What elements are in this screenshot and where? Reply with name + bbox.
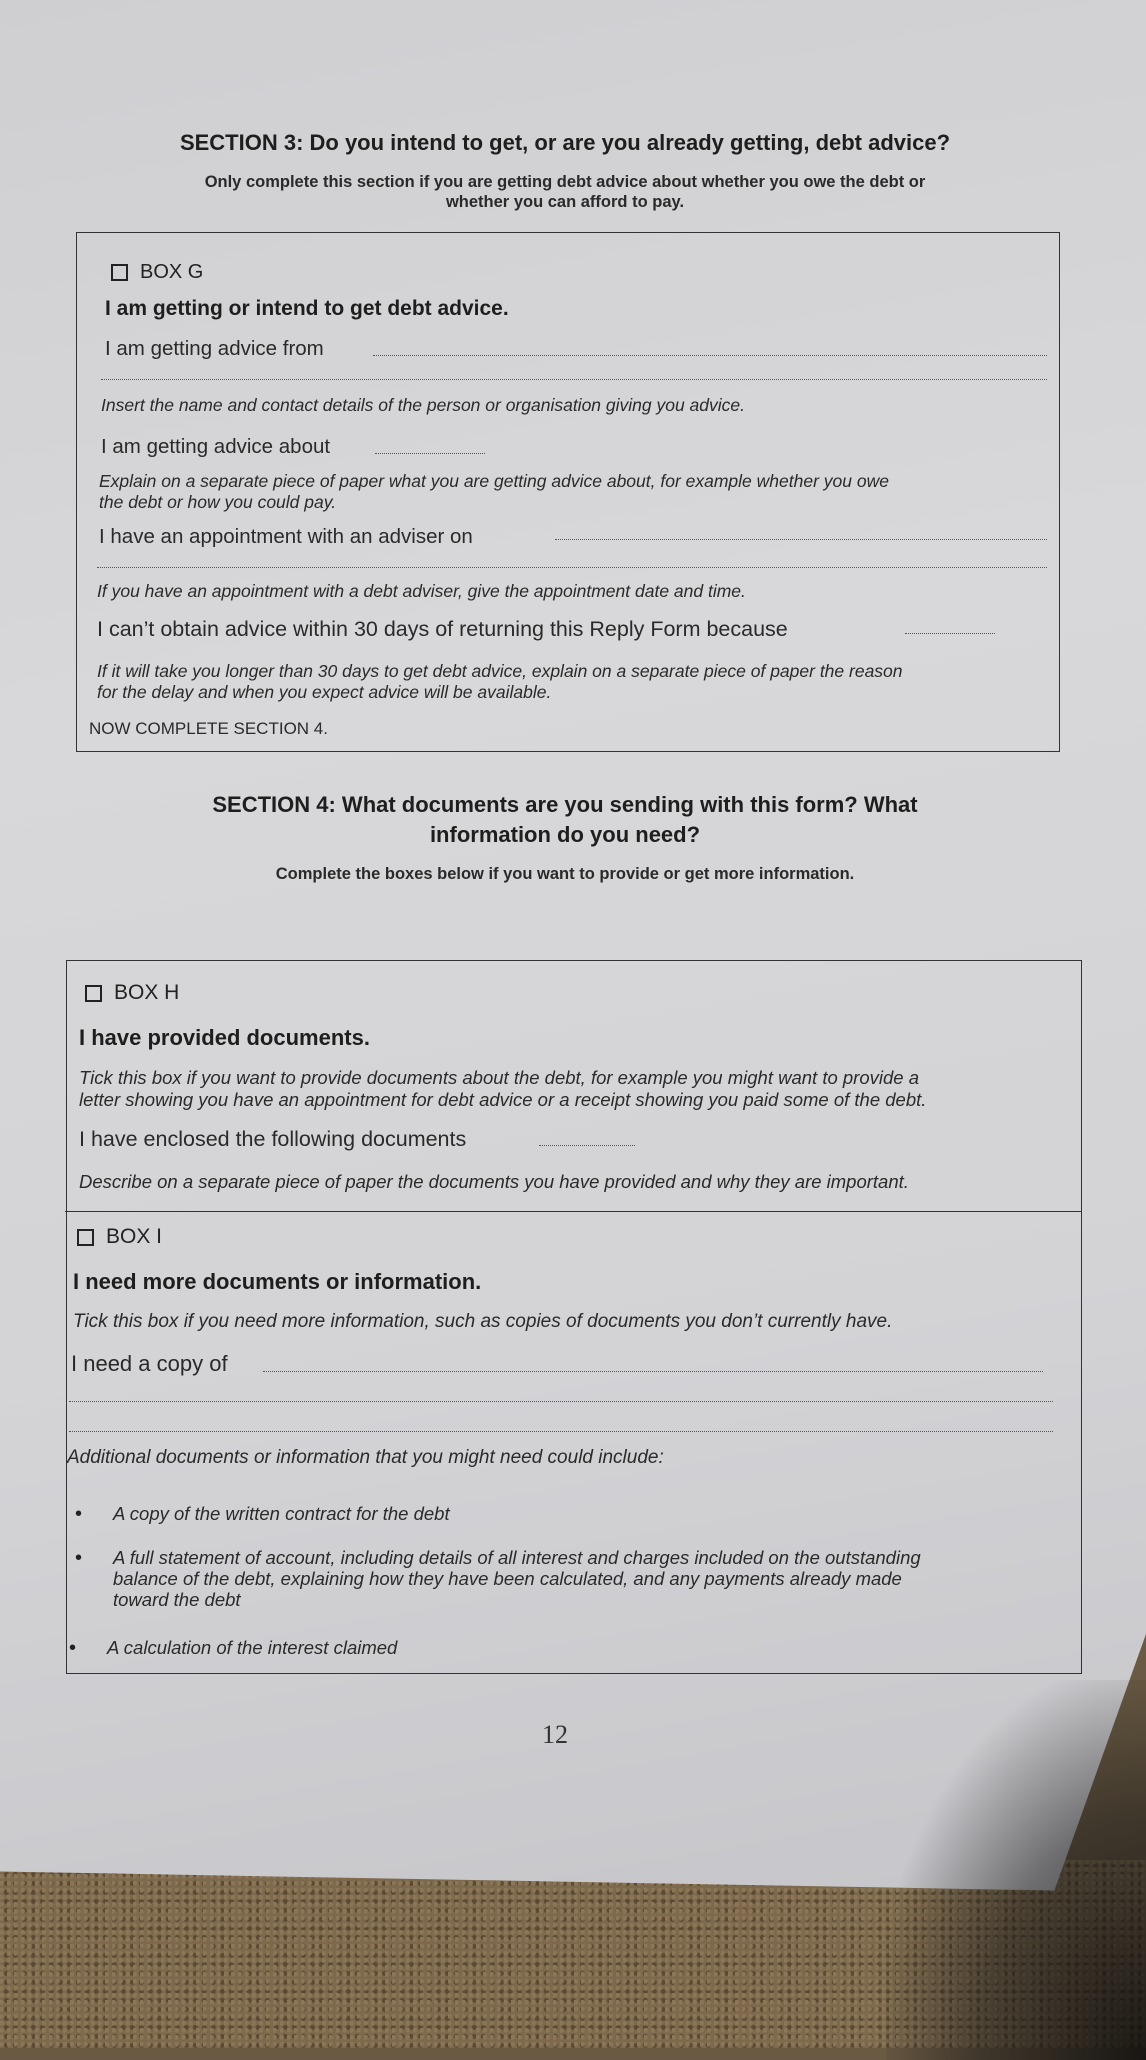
box-h-header xyxy=(85,981,179,1005)
list-item-2-line1: A full statement of account, including details of all interest and charges included on the outstanding xyxy=(113,1547,921,1568)
box-h-hint-line1: Tick this box if you want to provide documents about the debt, for example you might want to provide a xyxy=(79,1067,919,1088)
cannot-obtain-hint-line2: for the delay and when you expect advice will be available. xyxy=(97,682,552,702)
box-h-checkbox[interactable] xyxy=(85,985,102,1002)
advice-about-hint-line1: Explain on a separate piece of paper what you are getting advice about, for example whether you owe xyxy=(99,471,889,491)
section3-subtitle-line1: Only complete this section if you are getting debt advice about whether you owe the debt or xyxy=(204,173,926,191)
additional-text: Additional documents or information that you might need could include: xyxy=(67,1447,664,1468)
box-g-checkbox[interactable] xyxy=(111,264,128,281)
box-i-header xyxy=(77,1225,162,1249)
advice-about-field[interactable] xyxy=(375,453,485,454)
box-g-header xyxy=(111,261,203,284)
section4-title-line2: information do you need? xyxy=(429,822,701,847)
box-h-hint-line2: letter showing you have an appointment for debt advice or a receipt showing you paid some of the debt. xyxy=(79,1089,927,1110)
bullet-2: • xyxy=(75,1547,83,1569)
appointment-label: I have an appointment with an adviser on xyxy=(99,525,473,548)
section3-subtitle-line2: whether you can afford to pay. xyxy=(445,193,685,211)
list-item-2-line2: balance of the debt, explaining how they have been calculated, and any payments already made xyxy=(113,1568,902,1589)
advice-about-hint-line2: the debt or how you could pay. xyxy=(99,492,337,512)
bullet-1: • xyxy=(75,1503,83,1525)
appointment-field[interactable] xyxy=(555,539,1047,540)
advice-from-hint: Insert the name and contact details of the person or organisation giving you advice. xyxy=(101,395,746,415)
enclosed-label: I have enclosed the following documents xyxy=(79,1127,467,1151)
box-h-heading: I have provided documents. xyxy=(79,1025,370,1050)
advice-from-field-line2[interactable] xyxy=(101,379,1047,380)
advice-from-field[interactable] xyxy=(373,355,1047,356)
enclosed-field[interactable] xyxy=(539,1145,635,1146)
box-divider xyxy=(65,1211,1081,1212)
cannot-obtain-hint-line1: If it will take you longer than 30 days to get debt advice, explain on a separate piece of paper the reason xyxy=(97,661,903,681)
section4-subtitle: Complete the boxes below if you want to provide or get more information. xyxy=(275,865,855,883)
shadow xyxy=(886,1680,1146,2060)
list-item-3: A calculation of the interest claimed xyxy=(107,1637,398,1658)
box-i-checkbox[interactable] xyxy=(77,1229,94,1246)
section3-title: SECTION 3: Do you intend to get, or are you already getting, debt advice? xyxy=(179,130,951,155)
cannot-obtain-field[interactable] xyxy=(905,633,995,634)
need-copy-field-line2[interactable] xyxy=(69,1401,1053,1402)
box-g-footer: NOW COMPLETE SECTION 4. xyxy=(89,719,328,738)
box-h-label: BOX H xyxy=(114,981,180,1004)
bullet-3: • xyxy=(69,1637,77,1659)
list-item-2-line3: toward the debt xyxy=(113,1589,241,1610)
need-copy-label: I need a copy of xyxy=(71,1351,228,1376)
section4-title-line1: SECTION 4: What documents are you sending with this form? What xyxy=(212,792,918,817)
cannot-obtain-label: I can’t obtain advice within 30 days of returning this Reply Form because xyxy=(97,617,788,641)
need-copy-field[interactable] xyxy=(263,1371,1043,1372)
page-number: 12 xyxy=(542,1720,568,1749)
box-i-heading: I need more documents or information. xyxy=(73,1269,482,1294)
appointment-hint: If you have an appointment with a debt adviser, give the appointment date and time. xyxy=(97,581,746,601)
need-copy-field-line3[interactable] xyxy=(69,1431,1053,1432)
box-h-i-container xyxy=(66,960,1082,1674)
advice-from-label: I am getting advice from xyxy=(105,337,324,360)
appointment-field-line2[interactable] xyxy=(97,567,1047,568)
box-i-hint: Tick this box if you need more information, such as copies of documents you don’t currently have. xyxy=(73,1311,893,1332)
list-item-1: A copy of the written contract for the debt xyxy=(113,1503,450,1524)
box-i-label: BOX I xyxy=(106,1225,163,1248)
box-g-heading: I am getting or intend to get debt advice. xyxy=(105,297,509,320)
box-g xyxy=(76,232,1060,752)
describe-hint: Describe on a separate piece of paper the documents you have provided and why they are important. xyxy=(79,1171,909,1192)
box-g-label: BOX G xyxy=(140,261,204,283)
advice-about-label: I am getting advice about xyxy=(101,435,331,458)
